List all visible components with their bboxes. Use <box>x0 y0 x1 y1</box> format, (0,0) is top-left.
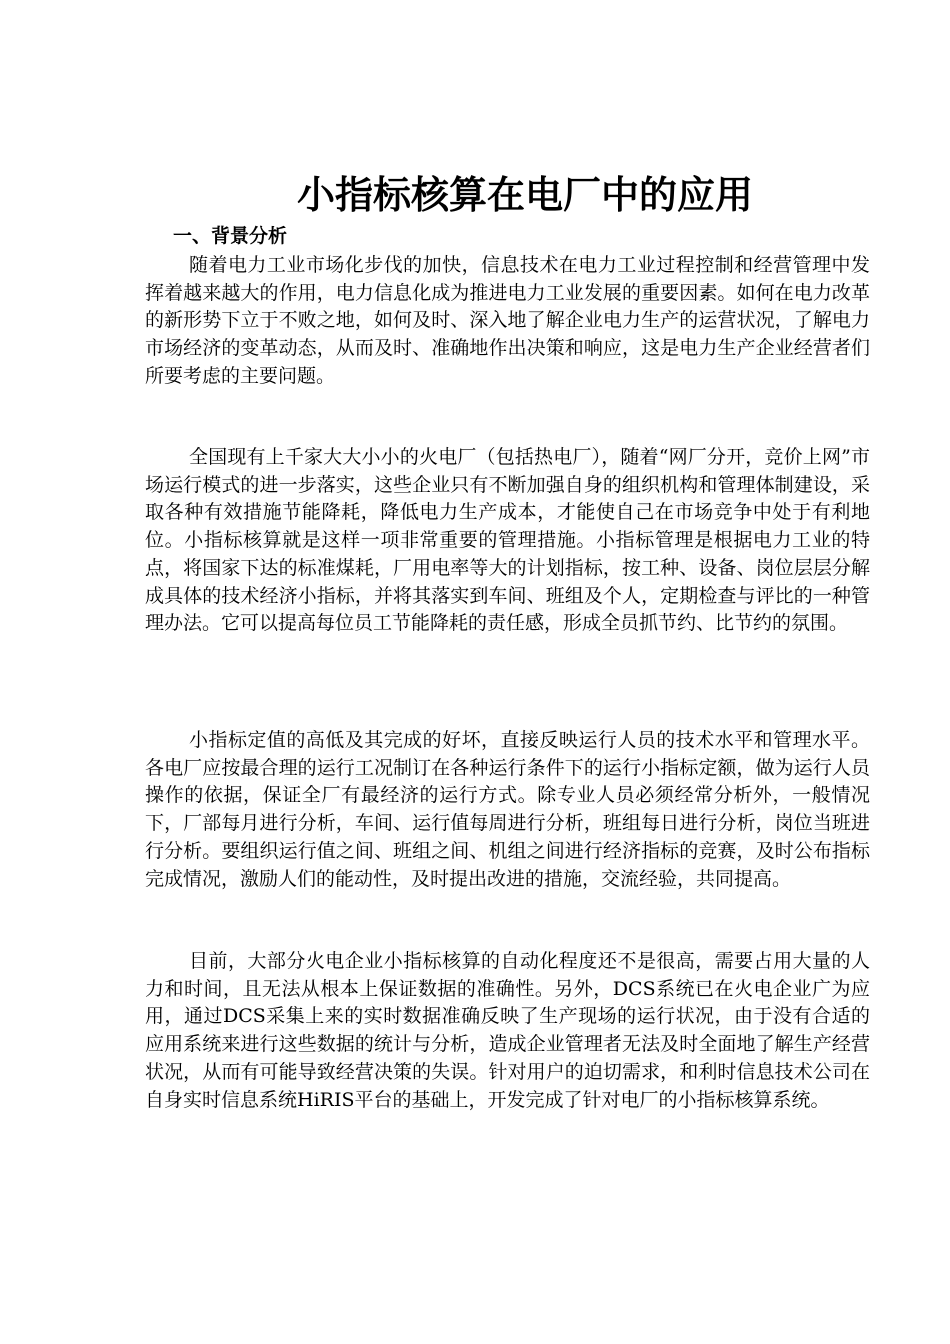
paragraph-1: 随着电力工业市场化步伐的加快，信息技术在电力工业过程控制和经营管理中发挥着越来越大的作用，电力信息化成为推进电力工业发展的重要因素。如何在电力改革的新形势下立于不败之地，如何及时、深入地了解企业电力生产的运营状况，了解电力市场经济的变革动态，从而及时、准确地作出决策和响应，这是电力生产企业经营者们所要考虑的主要问题。 <box>145 254 870 387</box>
document-title: 小指标核算在电厂中的应用 <box>296 173 753 217</box>
paragraph-2: 全国现有上千家大大小小的火电厂（包括热电厂），随着“网厂分开，竞价上网”市场运行模式的进一步落实，这些企业只有不断加强自身的组织机构和管理体制建设，采取各种有效措施节能降耗，降低电力生产成本，才能使自己在市场竞争中处于有利地位。小指标核算就是这样一项非常重要的管理措施。小指标管理是根据电力工业的特点，将国家下达的标准煤耗，厂用电率等大的计划指标，按工种、设备、岗位层层分解成具体的技术经济小指标，并将其落实到车间、班组及个人，定期检查与评比的一种管理办法。它可以提高每位员工节能降耗的责任感，形成全员抓节约、比节约的氛围。 <box>145 446 870 635</box>
paragraph-3: 小指标定值的高低及其完成的好坏，直接反映运行人员的技术水平和管理水平。各电厂应按最合理的运行工况制订在各种运行条件下的运行小指标定额，做为运行人员操作的依据，保证全厂有最经济的运行方式。除专业人员必须经常分析外，一般情况下，厂部每月进行分析，车间、运行值每周进行分析，班组每日进行分析，岗位当班进行分析。要组织运行值之间、班组之间、机组之间进行经济指标的竞赛，及时公布指标完成情况，激励人们的能动性，及时提出改进的措施，交流经验，共同提高。 <box>145 729 870 890</box>
section-heading: 一、背景分析 <box>173 225 288 247</box>
paragraph-4: 目前，大部分火电企业小指标核算的自动化程度还不是很高，需要占用大量的人力和时间，且无法从根本上保证数据的准确性。另外，DCS系统已在火电企业广为应用，通过DCS采集上来的实时数据准确反映了生产现场的运行状况，由于没有合适的应用系统来进行这些数据的统计与分析，造成企业管理者无法及时全面地了解生产经营状况，从而有可能导致经营决策的失误。针对用户的迫切需求，和利时信息技术公司在自身实时信息系统HiRIS平台的基础上，开发完成了针对电厂的小指标核算系统。 <box>145 950 870 1111</box>
